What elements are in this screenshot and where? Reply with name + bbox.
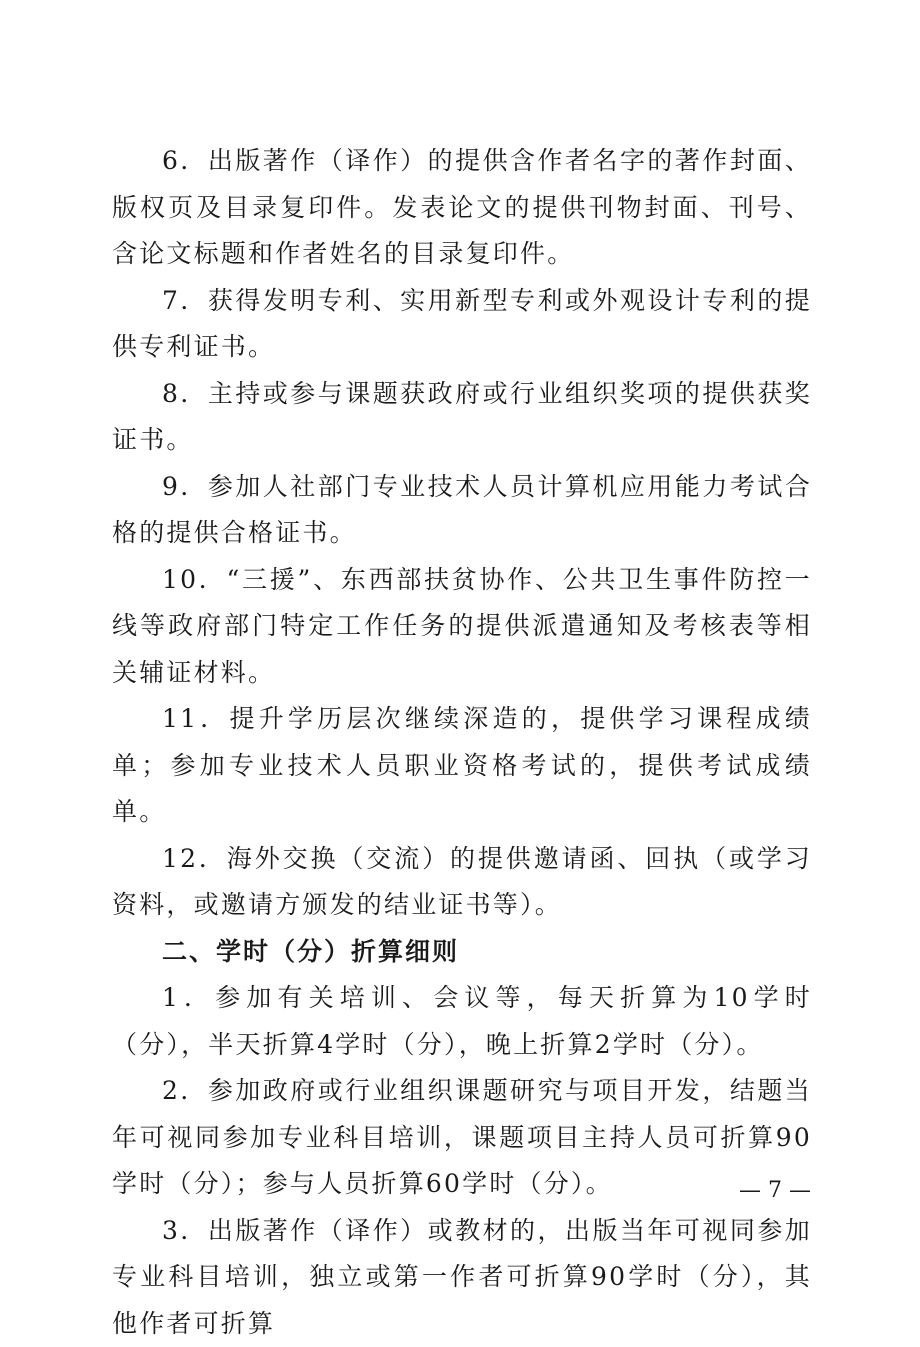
page-number: — 7 — [735, 1178, 815, 1203]
rule-item-1: 1．参加有关培训、会议等，每天折算为10学时（分），半天折算4学时（分），晚上折算2学时（分）。 [112, 975, 812, 1068]
paragraph-item-9: 9．参加人社部门专业技术人员计算机应用能力考试合格的提供合格证书。 [112, 464, 812, 557]
paragraph-item-7: 7．获得发明专利、实用新型专利或外观设计专利的提供专利证书。 [112, 278, 812, 371]
rule-item-2: 2．参加政府或行业组织课题研究与项目开发，结题当年可视同参加专业科目培训，课题项目主持人员可折算90学时（分）；参与人员折算60学时（分）。 [112, 1068, 812, 1208]
paragraph-item-10: 10．“三援”、东西部扶贫协作、公共卫生事件防控一线等政府部门特定工作任务的提供派遣通知及考核表等相关辅证材料。 [112, 557, 812, 697]
paragraph-item-12: 12．海外交换（交流）的提供邀请函、回执（或学习资料，或邀请方颁发的结业证书等）。 [112, 836, 812, 929]
paragraph-item-6: 6．出版著作（译作）的提供含作者名字的著作封面、版权页及目录复印件。发表论文的提供刊物封面、刊号、含论文标题和作者姓名的目录复印件。 [112, 138, 812, 278]
paragraph-item-11: 11．提升学历层次继续深造的，提供学习课程成绩单；参加专业技术人员职业资格考试的，提供考试成绩单。 [112, 696, 812, 836]
paragraph-item-8: 8．主持或参与课题获政府或行业组织奖项的提供获奖证书。 [112, 371, 812, 464]
rule-item-3: 3．出版著作（译作）或教材的，出版当年可视同参加专业科目培训，独立或第一作者可折算90学时（分），其他作者可折算 [112, 1208, 812, 1347]
section-heading: 二、学时（分）折算细则 [112, 929, 812, 976]
document-body [112, 138, 812, 1347]
